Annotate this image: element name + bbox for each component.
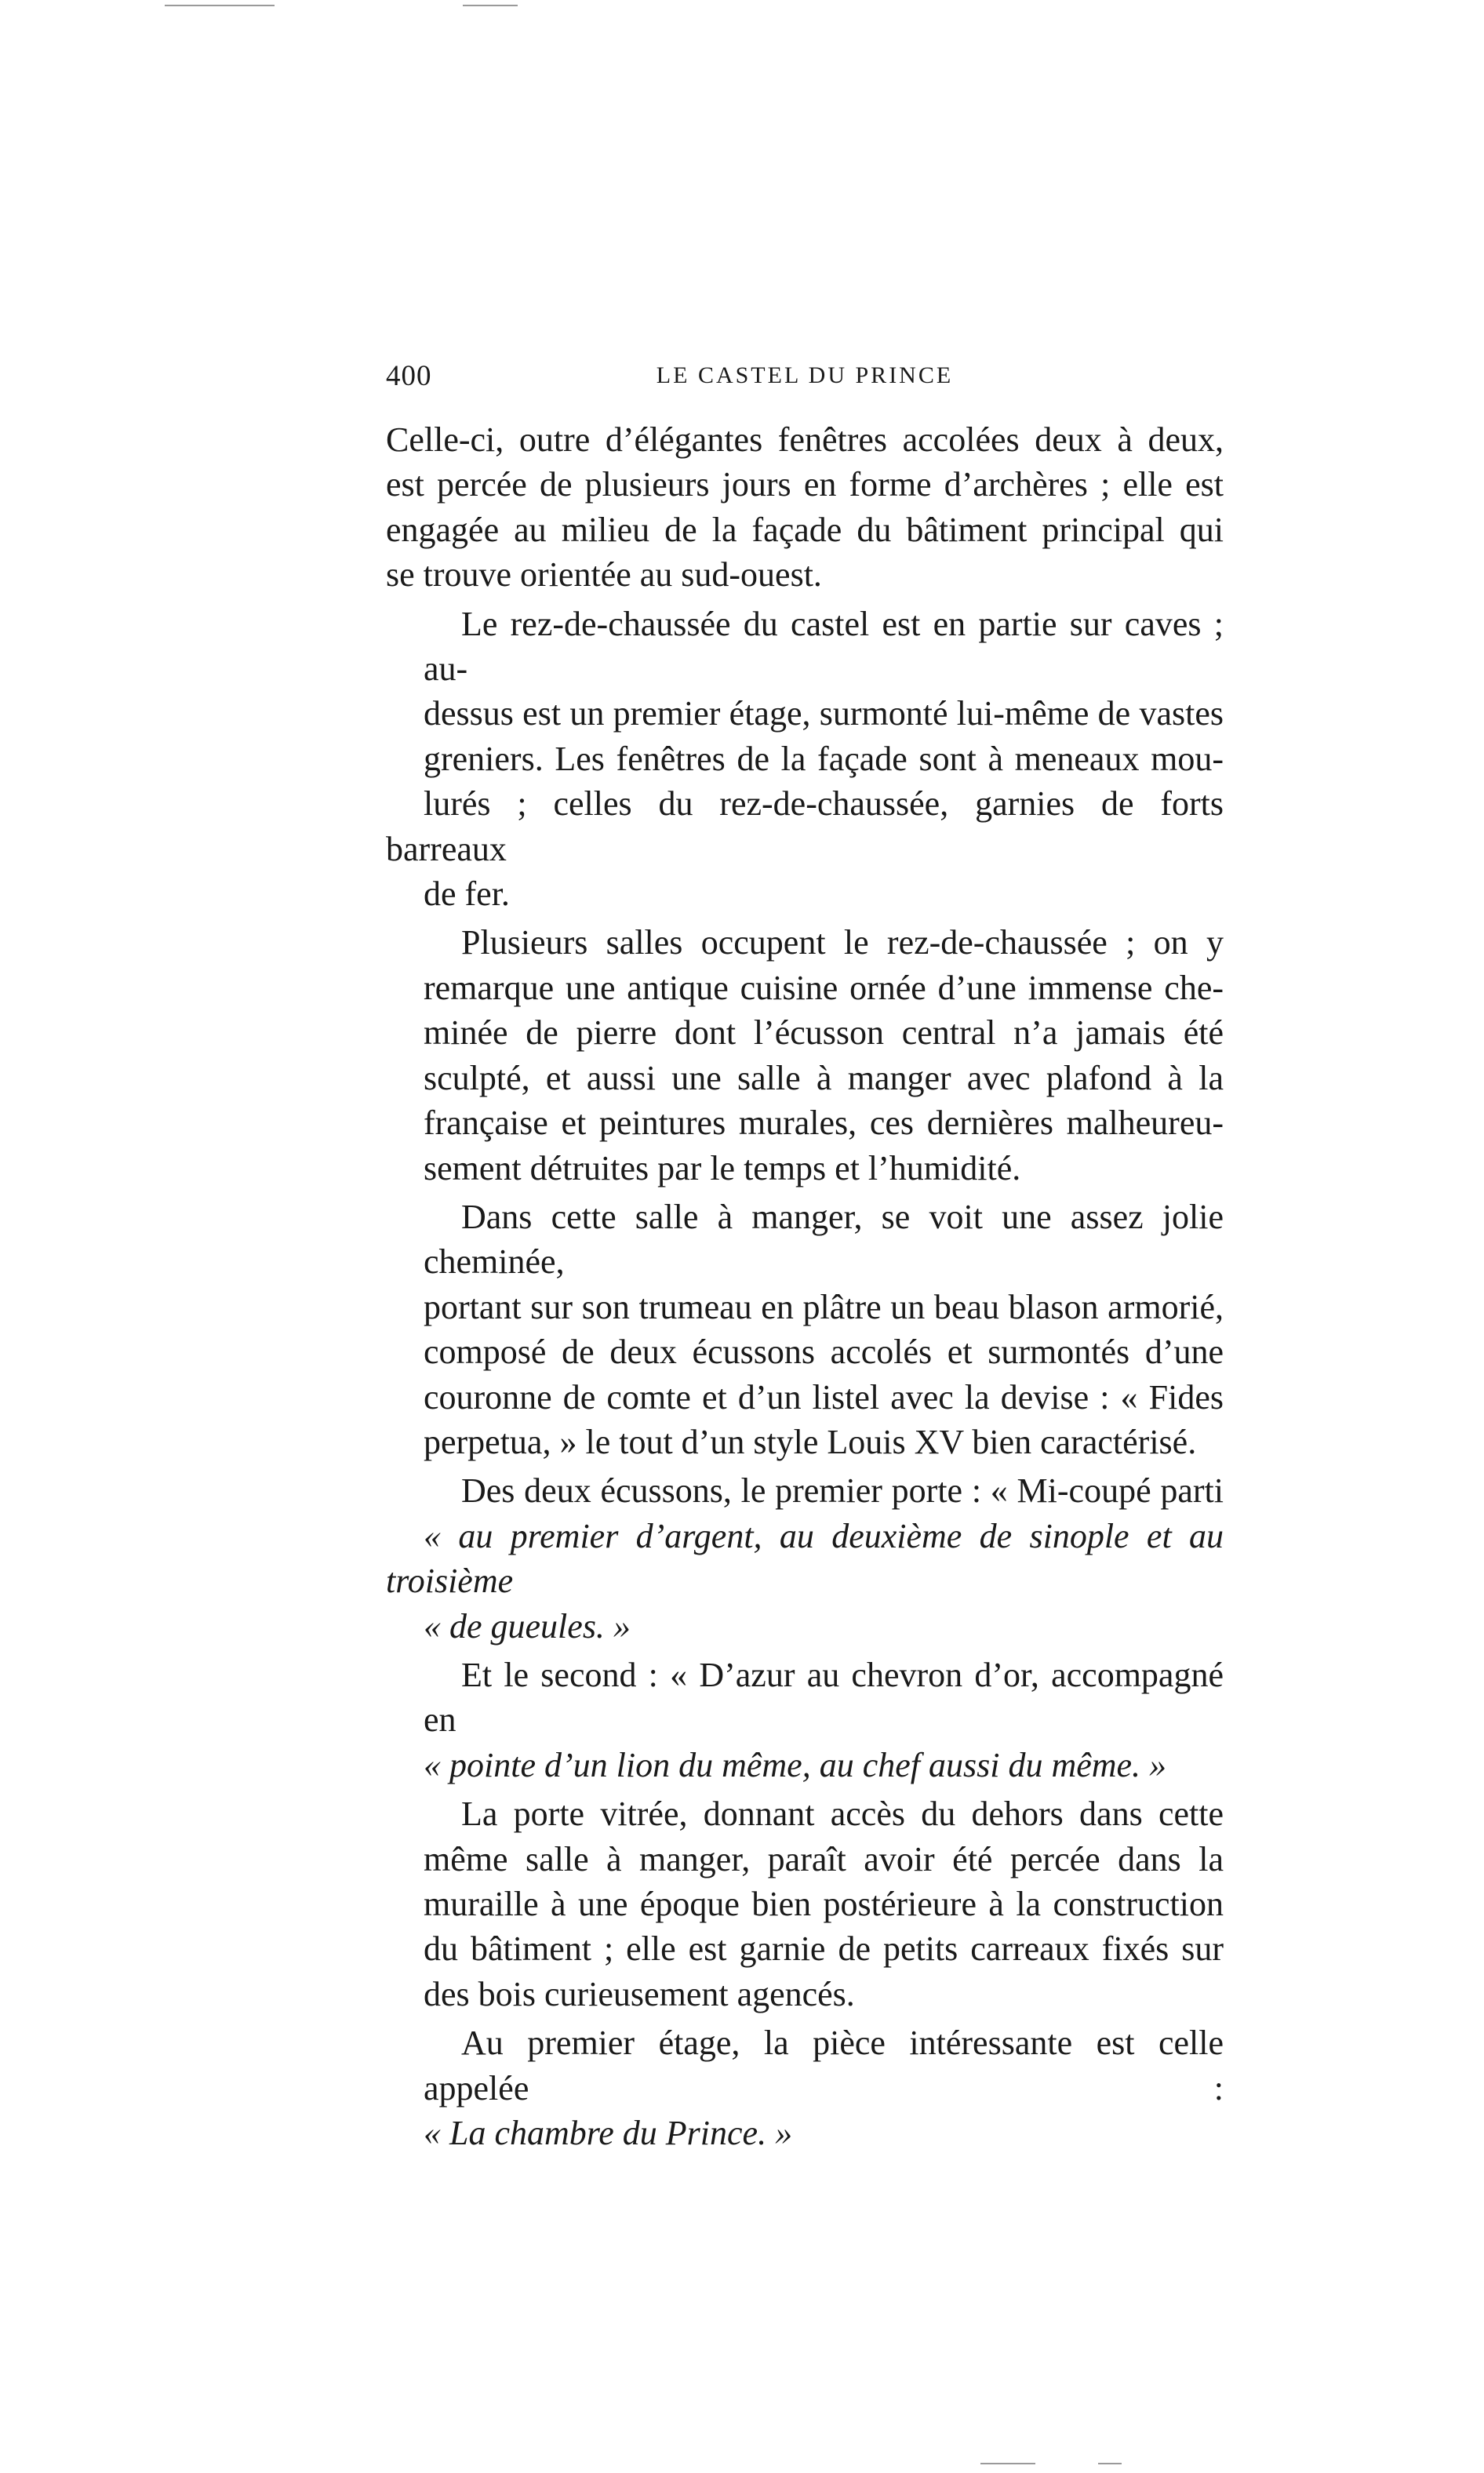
text-line: Et le second : « D’azur au chevron d’or, accompagné en [424,1655,1224,1740]
paragraph-6 [386,1653,1224,1787]
paragraph-4 [386,1195,1224,1464]
text-line: Celle-ci, outre d’élégantes fenêtres accolées deux à deux, [386,420,1224,459]
text-line: sculpté, et aussi une salle à manger avec plafond à la [424,1058,1224,1097]
bottom-edge-rule-right [1098,2463,1122,2464]
running-title: LE CASTEL DU PRINCE [656,362,954,388]
text-line: française et peintures murales, ces dernières malheureu- [424,1104,1224,1143]
top-edge-rule-right [463,5,518,6]
text-line: « pointe d’un lion du même, au chef aussi du même. » [424,1745,1167,1784]
text-line: couronne de comte et d’un listel avec la devise : « Fides [424,1377,1224,1417]
text-line: engagée au milieu de la façade du bâtiment principal qui [386,510,1224,549]
text-line: La porte vitrée, donnant accès du dehors dans cette [461,1795,1224,1834]
text-line: lurés ; celles du rez-de-chaussée, garnies de forts barreaux [386,784,1224,868]
text-line: Le rez-de-chaussée du castel est en partie sur caves ; au- [424,604,1224,689]
paragraph-7 [386,1791,1224,2017]
text-line: se trouve orientée au sud-ouest. [386,555,822,595]
text-line: minée de pierre dont l’écusson central n’a jamais été [424,1013,1224,1053]
text-line: « au premier d’argent, au deuxième de sinople et au troisième [386,1516,1224,1601]
paragraph-8 [386,2020,1224,2155]
text-line: même salle à manger, paraît avoir été percée dans la [424,1839,1224,1878]
text-line: portant sur son trumeau en plâtre un beau blason armorié, [424,1287,1224,1326]
text-line: des bois curieusement agencés. [424,1974,855,2013]
text-line: est percée de plusieurs jours en forme d’archères ; elle est [386,465,1224,504]
text-line: dessus est un premier étage, surmonté lui-même de vastes [424,694,1224,733]
body-text [386,417,1224,2159]
paragraph-2 [386,602,1224,917]
text-line: sement détruites par le temps et l’humidité. [424,1148,1021,1187]
text-line: greniers. Les fenêtres de la façade sont à meneaux mou- [424,739,1224,778]
text-line: muraille à une époque bien postérieure à la construction [424,1885,1224,1923]
text-line: composé de deux écussons accolés et surmontés d’une [424,1333,1224,1372]
top-edge-rule-left [165,5,275,6]
text-line: Des deux écussons, le premier porte : « Mi-coupé parti [461,1471,1224,1511]
text-line: « de gueules. » [424,1606,631,1646]
text-line: remarque une antique cuisine ornée d’une immense che- [424,968,1224,1007]
bottom-edge-rule-left [980,2463,1035,2464]
text-line: du bâtiment ; elle est garnie de petits carreaux fixés sur [424,1929,1224,1969]
paragraph-1 [386,417,1224,598]
page-number: 400 [386,360,432,392]
text-line: perpetua, » le tout d’un style Louis XV bien caractérisé. [424,1422,1197,1461]
page-header [386,359,1224,398]
text-line: Au premier étage, la pièce intéressante est celle appelée : [424,2024,1224,2108]
text-line: « La chambre du Prince. » [424,2114,793,2153]
paragraph-3 [386,920,1224,1190]
paragraph-5 [386,1468,1224,1649]
text-line: Plusieurs salles occupent le rez-de-chaussée ; on y [461,923,1224,962]
text-line: Dans cette salle à manger, se voit une assez jolie cheminée, [424,1197,1224,1282]
text-line: de fer. [424,875,510,914]
